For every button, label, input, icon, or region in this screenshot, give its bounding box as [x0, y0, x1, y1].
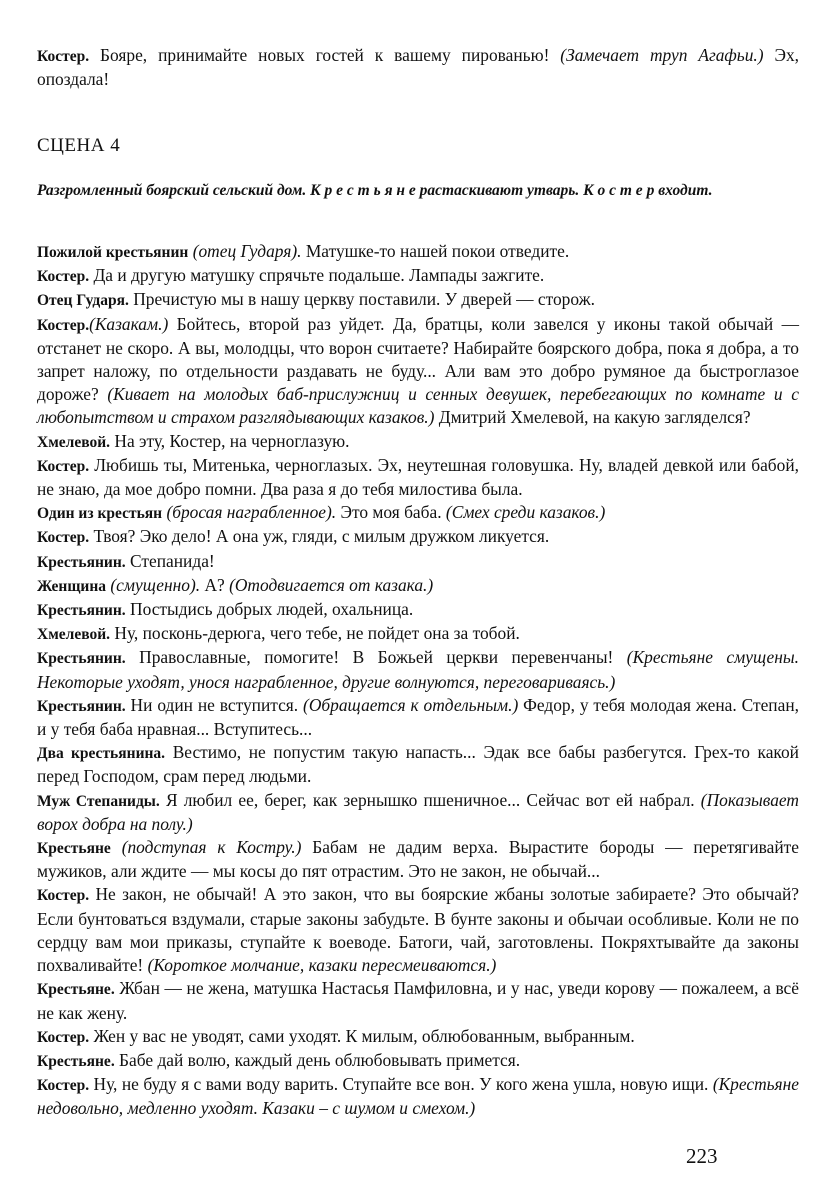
- speaker: Два крестьянина.: [37, 745, 166, 763]
- stage-direction: (Крестьяне недовольно, медленно уходят. Казаки – с шумом и смехом.): [37, 1074, 799, 1119]
- stage-direction: (смущенно).: [106, 574, 201, 595]
- stage-direction: (бросая награбленное).: [162, 502, 337, 523]
- dialogue-line: [37, 694, 799, 741]
- stage-direction: (подступая к Костру.): [110, 837, 302, 858]
- dialogue-text: А?: [200, 574, 230, 595]
- dialogue-line: [37, 574, 799, 598]
- dialogue-text: Вестимо, не попустим такую напасть... Эдак все бабы разбегутся. Грех-то какой перед Господом, срам перед людьми.: [37, 742, 799, 787]
- dialogue-text: На эту, Костер, на черноглазую.: [110, 430, 350, 451]
- dialogue-text: Бояре, принимайте новых гостей к вашему пированью!: [89, 45, 561, 65]
- speaker: Костер.: [37, 457, 90, 475]
- dialogue-text: Бабе дай волю, каждый день облюбовывать примется.: [114, 1049, 521, 1070]
- dialogue-text: Ну, посконь-дерюга, чего тебе, не пойдет она за тобой.: [110, 623, 520, 644]
- speaker: Хмелевой.: [37, 626, 111, 644]
- speaker: Крестьянин.: [37, 553, 126, 571]
- dialogue-line: [37, 646, 799, 693]
- dialogue-text: Любишь ты, Митенька, черноглазых. Эх, неутешная головушка. Ну, владей девкой или бабой, не знаю, да мое добро помни. Два раза я до тебя милостива была.: [37, 454, 799, 500]
- speaker: Пожилой крестьянин: [37, 244, 189, 261]
- dialogue-line: [37, 622, 799, 646]
- speaker: Костер.: [37, 268, 90, 286]
- dialogue-text: Бойтесь, второй раз уйдет. Да, братцы, коли завелся у иконы такой обычай — отстанет не скоро.: [37, 313, 799, 358]
- dialogue-text: Твоя? Эко дело! А она уж, гляди, с милым дружком ликуется.: [89, 526, 550, 547]
- dialogue-line: [37, 550, 799, 574]
- dialogue-text: Эх, опоздала!: [37, 45, 799, 90]
- dialogue-text: Ни один не вступится.: [125, 694, 304, 715]
- speaker: Костер.: [37, 1077, 90, 1095]
- speaker: Костер.: [37, 529, 90, 547]
- dialogue-line: [37, 288, 799, 312]
- scene-stage-direction: Разгромленный боярский сельский дом. К р е с т ь я н е растаскивают утварь. К о с т е р входит.: [37, 182, 713, 199]
- dialogue-text: Православные, помогите! В Божьей церкви перевенчаны!: [125, 647, 627, 668]
- speaker: Крестьянин.: [37, 602, 126, 620]
- dialogue-list: [37, 240, 799, 1121]
- dialogue-line: [37, 789, 799, 836]
- dialogue-line: [37, 883, 799, 977]
- stage-direction: (Кивает на молодых баб-прислужниц и сенных девушек, перебегающих по комнате и с любопытством и страхом разглядывающих казаков.): [37, 384, 799, 428]
- dialogue-text: Это моя баба.: [336, 502, 446, 523]
- stage-direction: (Казакам.): [89, 313, 169, 334]
- stage-direction: (Замечает труп Агафьи.): [560, 45, 764, 65]
- dialogue-line: [37, 836, 799, 883]
- scene-title: СЦЕНА 4: [37, 135, 121, 156]
- dialogue-line: [37, 977, 799, 1024]
- speaker: Костер.: [37, 48, 90, 65]
- stage-direction: (Короткое молчание, казаки пересмеиваются.): [147, 955, 497, 976]
- dialogue-text: Не закон, не обычай! А это закон, что вы боярские жбаны золотые забираете? Это обычай? Если бунтоваться вздумали, старые законы забудьте. В бунте законы и обычаи особливые. Коли не по сердцу вам мои приказы, ступайте к воеводе. Батоги, чай, заготовлены. Покряхтывайте да законы похваливайте!: [37, 884, 799, 976]
- speaker: Костер.: [37, 1028, 90, 1046]
- dialogue-line: [37, 501, 799, 525]
- stage-direction: (отец Гударя).: [188, 241, 302, 261]
- intro-paragraph: [37, 44, 799, 91]
- stage-direction: (Смех среди казаков.): [445, 502, 606, 523]
- dialogue-line: [37, 454, 799, 501]
- dialogue-line: [37, 313, 799, 430]
- dialogue-text: Ну, не буду я с вами воду варить. Ступайте все вон. У кого жена ушла, новую ищи.: [89, 1074, 713, 1095]
- dialogue-text: Жбан — не жена, матушка Настасья Памфиловна, и у нас, уведи корову — пожалеем, а всё не как жену.: [37, 978, 799, 1023]
- dialogue-text: Постыдись добрых людей, охальница.: [125, 599, 414, 620]
- speaker: Один из крестьян: [37, 505, 163, 523]
- speaker: Крестьянин.: [37, 650, 126, 668]
- dialogue-line: [37, 1049, 799, 1073]
- dialogue-text: Бабам не дадим верха. Вырастите бороды — перетягивайте мужиков, али ждите — мы косы до пят отрастим. Это не закон, не обычай...: [37, 837, 799, 882]
- dialogue-line: [37, 264, 799, 288]
- dialogue-line: [37, 525, 799, 549]
- stage-direction: (Крестьяне смущены. Некоторые уходят, унося награбленное, другие волнуются, переговариваясь.): [37, 647, 799, 692]
- speaker: Крестьяне.: [37, 981, 115, 999]
- dialogue-text: Дмитрий Хмелевой, на какую загляделся?: [434, 407, 751, 428]
- dialogue-text: Матушке-то нашей покои отведите.: [301, 241, 570, 261]
- speaker: Костер.: [37, 887, 90, 905]
- dialogue-text: Да и другую матушку спрячьте подальше. Лампады зажгите.: [89, 265, 545, 286]
- speaker: Крестьяне.: [37, 1052, 115, 1070]
- dialogue-line: [37, 598, 799, 622]
- dialogue-text: Я любил ее, берег, как зернышко пшеничное... Сейчас вот ей набрал.: [159, 789, 701, 810]
- speaker: Хмелевой.: [37, 433, 111, 451]
- speaker: Отец Гударя.: [37, 292, 129, 310]
- dialogue-text: Жен у вас не уводят, сами уходят. К милым, облюбованным, выбранным.: [89, 1025, 635, 1046]
- speaker: Женщина: [37, 577, 107, 595]
- page-number: 223: [686, 1144, 718, 1168]
- dialogue-line: [37, 741, 799, 788]
- dialogue-line: [37, 430, 799, 454]
- stage-direction: (Обращается к отдельным.): [303, 694, 519, 715]
- stage-direction: (Показывает ворох добра на полу.): [37, 789, 799, 834]
- dialogue-line: [37, 1073, 799, 1120]
- dialogue-text: Пречистую мы в нашу церкву поставили. У дверей — сторож.: [128, 289, 595, 310]
- speaker: Муж Степаниды.: [37, 792, 160, 810]
- dialogue-line: [37, 1025, 799, 1049]
- speaker: Костер.: [37, 316, 90, 334]
- dialogue-line: [37, 240, 799, 264]
- dialogue-text: Федор, у тебя молодая жена. Степан, и у тебя баба нравная... Вступитесь...: [37, 694, 799, 740]
- stage-direction: (Отодвигается от казака.): [229, 574, 434, 595]
- dialogue-text: А вы, молодцы, что ворон считаете? Набирайте боярского добра, пока я добра, а то запрет наложу, по отдельности раздавать не буду... Али вам это добро румяное да быстроглазое дороже?: [37, 337, 799, 405]
- speaker: Крестьянин.: [37, 697, 126, 715]
- speaker: Крестьяне: [37, 840, 111, 858]
- dialogue-text: Степанида!: [125, 550, 215, 571]
